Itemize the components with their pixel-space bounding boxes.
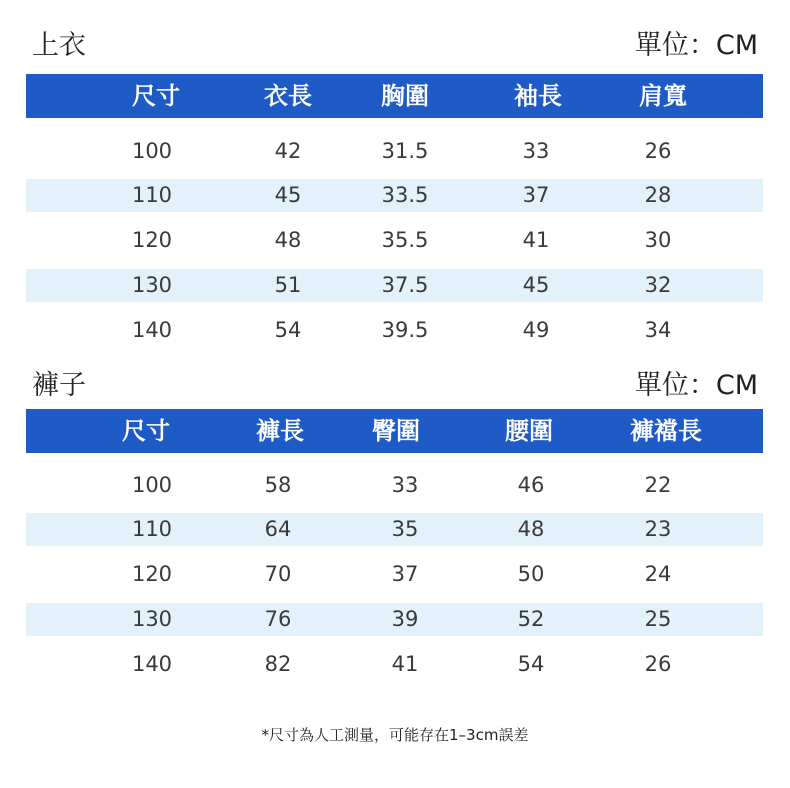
top-unit-label: 單位：CM [634,30,758,61]
cell-hip: 41 [391,652,419,676]
cell-size: 130 [131,607,173,631]
cell-chest: 37.5 [381,273,429,297]
table-row [26,135,763,168]
cell-length: 54 [274,318,302,342]
cell-size: 120 [131,228,173,252]
table-row [26,179,763,212]
table-row [26,314,763,347]
header-shoulder: 肩寬 [639,82,687,110]
table-row [26,224,763,257]
cell-hip: 39 [391,607,419,631]
pants-section-title: 褲子 [32,370,86,401]
cell-sleeve: 33 [522,139,550,163]
cell-size: 110 [131,517,173,541]
top-section-title: 上衣 [32,30,86,61]
cell-size: 140 [131,318,173,342]
header-waist: 腰圍 [505,417,553,445]
table-row [26,603,763,636]
cell-size: 110 [131,183,173,207]
cell-waist: 46 [517,473,545,497]
cell-size: 120 [131,562,173,586]
cell-hip: 37 [391,562,419,586]
cell-shoulder: 34 [644,318,672,342]
header-length: 衣長 [264,82,312,110]
cell-length: 45 [274,183,302,207]
cell-size: 100 [131,139,173,163]
cell-pants-length: 82 [264,652,292,676]
header-pants-length: 褲長 [256,417,304,445]
cell-rise: 24 [644,562,672,586]
cell-length: 51 [274,273,302,297]
header-chest: 胸圍 [381,82,429,110]
cell-sleeve: 37 [522,183,550,207]
cell-waist: 50 [517,562,545,586]
header-hip: 臀圍 [372,417,420,445]
cell-length: 48 [274,228,302,252]
header-sleeve: 袖長 [514,82,562,110]
header-size: 尺寸 [132,82,180,110]
table-row [26,648,763,681]
cell-shoulder: 32 [644,273,672,297]
header-rise: 褲襠長 [630,417,702,445]
cell-pants-length: 70 [264,562,292,586]
pants-unit-label: 單位：CM [634,370,758,401]
cell-shoulder: 26 [644,139,672,163]
cell-sleeve: 49 [522,318,550,342]
cell-chest: 39.5 [381,318,429,342]
table-row [26,558,763,591]
top-table-header [26,74,763,118]
table-row [26,269,763,302]
cell-waist: 54 [517,652,545,676]
cell-waist: 48 [517,517,545,541]
cell-pants-length: 76 [264,607,292,631]
cell-waist: 52 [517,607,545,631]
cell-shoulder: 28 [644,183,672,207]
header-size: 尺寸 [122,417,170,445]
cell-hip: 33 [391,473,419,497]
cell-sleeve: 41 [522,228,550,252]
cell-rise: 23 [644,517,672,541]
pants-table-header [26,409,763,453]
table-row [26,469,763,502]
cell-sleeve: 45 [522,273,550,297]
measurement-note: *尺寸為人工測量，可能存在1–3cm誤差 [261,726,529,744]
cell-shoulder: 30 [644,228,672,252]
cell-size: 140 [131,652,173,676]
cell-hip: 35 [391,517,419,541]
cell-chest: 35.5 [381,228,429,252]
cell-size: 130 [131,273,173,297]
cell-length: 42 [274,139,302,163]
cell-pants-length: 58 [264,473,292,497]
cell-pants-length: 64 [264,517,292,541]
cell-rise: 25 [644,607,672,631]
cell-size: 100 [131,473,173,497]
cell-chest: 31.5 [381,139,429,163]
cell-chest: 33.5 [381,183,429,207]
table-row [26,513,763,546]
cell-rise: 22 [644,473,672,497]
cell-rise: 26 [644,652,672,676]
